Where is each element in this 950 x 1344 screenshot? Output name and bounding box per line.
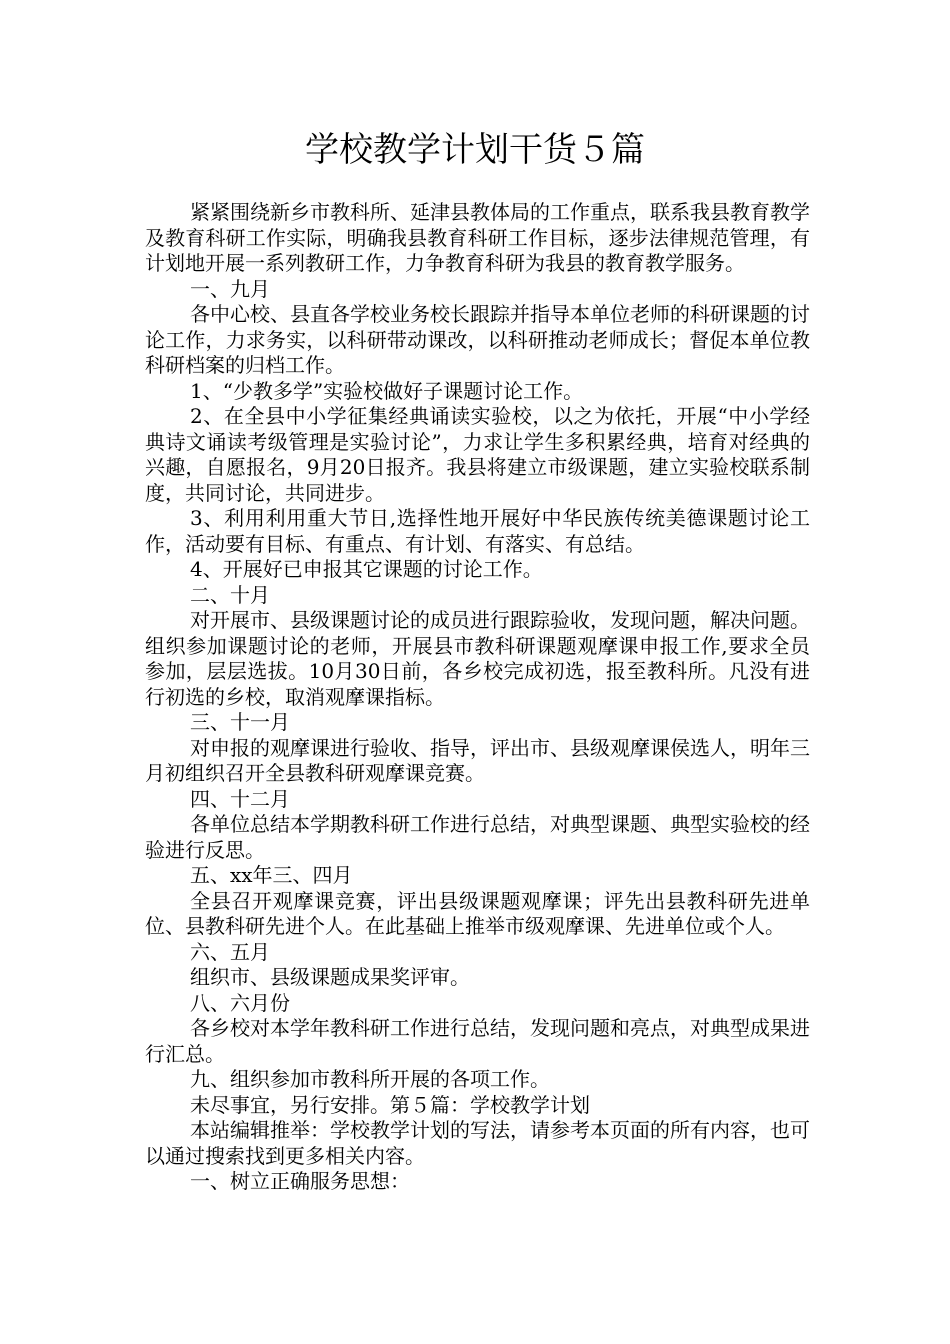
paragraph: 本站编辑推举：学校教学计划的写法，请参考本页面的所有内容，也可以通过搜索找到更多相关内容。 <box>145 1118 810 1168</box>
paragraph-intro: 紧紧围绕新乡市教科所、延津县教体局的工作重点，联系我县教育教学及教育科研工作实际，明确我县教育科研工作目标，逐步法律规范管理，有计划地开展一系列教研工作，力争教育科研为我县的教育教学服务。 <box>145 200 810 275</box>
section-heading-october: 二、十月 <box>190 582 270 607</box>
paragraph: 组织市、县级课题成果奖评审。 <box>190 965 470 989</box>
section-heading-september: 一、九月 <box>190 276 270 301</box>
paragraph: 对开展市、县级课题讨论的成员进行跟踪验收，发现问题，解决问题。组织参加课题讨论的老师，开展县市教科研课题观摩课申报工作,要求全员参加，层层选拔。10月30日前，各乡校完成初选，报至教科所。凡没有进行初选的乡校，取消观摩课指标。 <box>145 608 810 709</box>
document-body <box>145 200 810 1195</box>
section-heading-service-thinking: 一、树立正确服务思想： <box>190 1169 410 1193</box>
paragraph: 全县召开观摩课竞赛，评出县级课题观摩课；评先出县教科研先进单位、县教科研先进个人。在此基础上推举市级观摩课、先进单位或个人。 <box>145 888 810 938</box>
paragraph: 未尽事宜，另行安排。第５篇：学校教学计划 <box>190 1092 590 1117</box>
document-title: 学校教学计划干货５篇 <box>305 130 645 170</box>
list-item: 3、利用利用重大节日,选择性地开展好中华民族传统美德课题讨论工作，活动要有目标、有重点、有计划、有落实、有总结。 <box>145 506 810 556</box>
section-heading-november: 三、十一月 <box>190 710 290 734</box>
section-heading-june: 八、六月份 <box>190 990 290 1015</box>
paragraph: 各乡校对本学年教科研工作进行总结，发现问题和亮点，对典型成果进行汇总。 <box>145 1016 810 1066</box>
section-heading-may: 六、五月 <box>190 939 270 964</box>
paragraph: 各中心校、县直各学校业务校长跟踪并指导本单位老师的科研课题的讨论工作，力求务实，以科研带动课改，以科研推动老师成长；督促本单位教科研档案的归档工作。 <box>145 302 810 377</box>
section-heading-other-work: 九、组织参加市教科所开展的各项工作。 <box>190 1067 550 1091</box>
paragraph: 各单位总结本学期教科研工作进行总结，对典型课题、典型实验校的经验进行反思。 <box>145 812 810 862</box>
section-heading-december: 四、十二月 <box>190 786 290 811</box>
section-heading-march-april: 五、xx年三、四月 <box>190 863 353 887</box>
list-item: 4、开展好已申报其它课题的讨论工作。 <box>190 557 543 581</box>
paragraph: 对申报的观摩课进行验收、指导，评出市、县级观摩课侯选人，明年三月初组织召开全县教科研观摩课竞赛。 <box>145 735 810 785</box>
list-item: 2、在全县中小学征集经典诵读实验校，以之为依托，开展“中小学经典诗文诵读考级管理是实验讨论”，力求让学生多积累经典，培育对经典的兴趣，自愿报名，9月20日报齐。我县将建立市级课题，建立实验校联系制度，共同讨论，共同进步。 <box>145 404 810 505</box>
list-item: 1、“少教多学”实验校做好子课题讨论工作。 <box>190 378 584 403</box>
